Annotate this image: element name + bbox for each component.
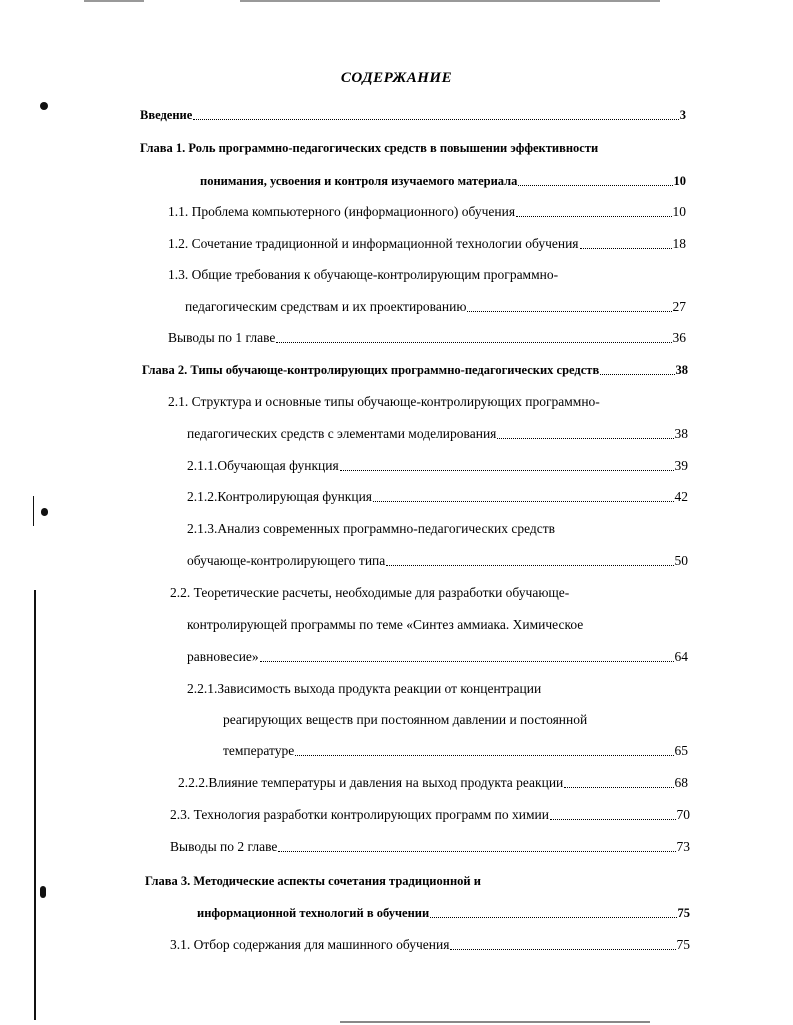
toc-entry: Глава 1. Роль программно-педагогических средств в повышении эффективности <box>140 141 599 155</box>
toc-entry: понимания, усвоения и контроля изучаемого материала 10 <box>200 174 686 188</box>
toc-entry: 1.2. Сочетание традиционной и информационной технологии обучения 18 <box>168 236 686 251</box>
toc-entry: 2.2.1.Зависимость выхода продукта реакции от концентрации <box>187 681 542 696</box>
toc-entry: педагогических средств с элементами моделирования 38 <box>187 426 688 441</box>
toc-entry: педагогическим средствам и их проектированию 27 <box>185 299 686 314</box>
toc-entry: равновесие» 64 <box>187 649 688 664</box>
toc-entry: информационной технологий в обучении 75 <box>197 906 690 920</box>
toc-entry: Выводы по 2 главе 73 <box>170 839 690 854</box>
toc-entry: 2.3. Технология разработки контролирующих программ по химии 70 <box>170 807 690 822</box>
binding-hole-mark <box>40 102 48 110</box>
scan-edge-line <box>33 496 34 526</box>
toc-entry: 1.1. Проблема компьютерного (информационного) обучения 10 <box>168 204 686 219</box>
toc-entry: обучающе-контролирующего типа 50 <box>187 553 688 568</box>
toc-entry: 2.2.2.Влияние температуры и давления на выход продукта реакции 68 <box>178 775 688 790</box>
toc-entry: 2.1.3.Анализ современных программно-педагогических средств <box>187 521 556 536</box>
toc-entry: 2.1. Структура и основные типы обучающе-контролирующих программно- <box>168 394 600 409</box>
toc-entry: Выводы по 1 главе 36 <box>168 330 686 345</box>
toc-entry: реагирующих веществ при постоянном давлении и постоянной <box>223 712 588 727</box>
toc-entry: контролирующей программы по теме «Синтез аммиака. Химическое <box>187 617 584 632</box>
toc-entry: Глава 2. Типы обучающе-контролирующих программно-педагогических средств 38 <box>142 363 688 377</box>
toc-title: СОДЕРЖАНИЕ <box>340 70 453 86</box>
toc-entry: 2.1.1.Обучающая функция 39 <box>187 458 688 473</box>
binding-hole-mark <box>41 508 48 516</box>
scan-artifact <box>84 0 144 2</box>
toc-entry: Введение 3 <box>140 108 686 122</box>
toc-entry: 2.2. Теоретические расчеты, необходимые для разработки обучающе- <box>170 585 570 600</box>
toc-entry: 1.3. Общие требования к обучающе-контролирующим программно- <box>168 267 559 282</box>
toc-entry: Глава 3. Методические аспекты сочетания традиционной и <box>145 874 481 888</box>
toc-entry: температуре 65 <box>223 743 688 758</box>
scan-artifact <box>240 0 660 2</box>
toc-entry: 3.1. Отбор содержания для машинного обучения 75 <box>170 937 690 952</box>
binding-hole-mark <box>40 886 46 898</box>
toc-entry: 2.1.2.Контролирующая функция 42 <box>187 489 688 504</box>
scan-artifact <box>340 1021 650 1023</box>
scan-edge-line <box>34 590 36 1020</box>
